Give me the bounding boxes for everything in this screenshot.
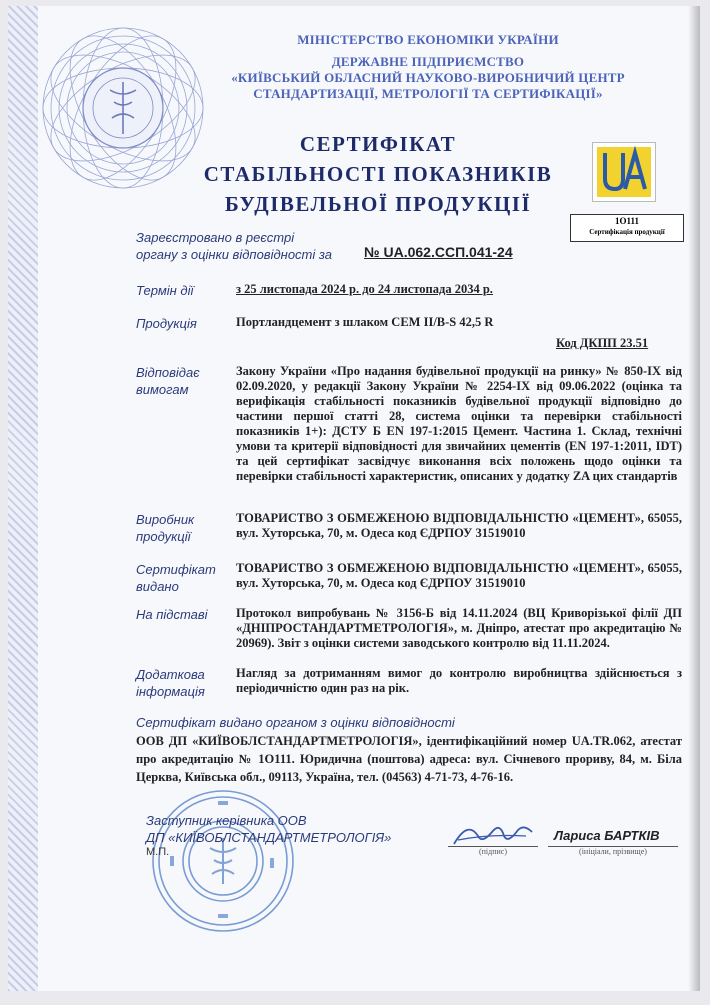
name-caption: (ініціали, прізвище) xyxy=(579,847,647,856)
issuer-value: ООВ ДП «КИЇВОБЛСТАНДАРТМЕТРОЛОГІЯ», ідентифікаційний номер UA.TR.062, атестат про акредитацію № 1О111. Юридична (поштова) адреса: вул. Січневого прориву, 84, м. Біла Церква, Київська обл., 09113, Україна, тел. (04563) 4-71-73, 4-76-16. xyxy=(136,734,682,784)
signatory-name: Лариса БАРТКІВ xyxy=(554,828,660,843)
complies-label-line2: вимогам xyxy=(136,382,189,397)
manufacturer-label-line2: продукції xyxy=(136,529,191,544)
product-value: Портландцемент з шлаком CEM II/В-S 42,5 R xyxy=(236,315,494,329)
basis-value: Протокол випробувань № 3156-Б від 14.11.2024 (ВЦ Криворізької філії ДП «ДНІПРОСТАНДАРТМЕТРОЛОГІЯ», м. Дніпро, атестат про акредитацію № 20969). Звіт з оцінки системи заводського контролю від 11.11.2024. xyxy=(236,606,682,650)
registry-label-line1: Зареєстровано в реєстрі xyxy=(136,230,295,245)
product-label: Продукція xyxy=(136,316,197,331)
mp-mark: М.П. xyxy=(146,846,170,858)
basis-label: На підставі xyxy=(136,607,208,622)
ua-logo-icon xyxy=(593,143,655,201)
certificate-title-line3: БУДІВЕЛЬНОЇ ПРОДУКЦІЇ xyxy=(224,192,532,216)
accreditation-code: 1О111 xyxy=(614,216,639,226)
accreditation-code-box xyxy=(570,214,684,242)
guilloche-emblem-icon xyxy=(28,18,218,198)
complies-label-line1: Відповідає xyxy=(136,365,200,380)
center-heading-line2: СТАНДАРТИЗАЦІЇ, МЕТРОЛОГІЇ ТА СЕРТИФІКАЦІЇ» xyxy=(253,86,603,101)
manufacturer-label-line1: Виробник xyxy=(136,512,195,527)
issued-to-label-line1: Сертифікат xyxy=(136,562,216,577)
manufacturer-value: ТОВАРИСТВО З ОБМЕЖЕНОЮ ВІДПОВІДАЛЬНІСТЮ «ЦЕМЕНТ», 65055, вул. Хуторська, 70, м. Одеса код ЄДРПОУ 31519010 xyxy=(236,511,682,540)
page-edge-shadow xyxy=(688,6,700,991)
additional-label-line1: Додаткова xyxy=(136,667,205,682)
ua-certification-logo xyxy=(592,142,656,202)
signature-caption: (підпис) xyxy=(478,847,507,856)
registry-number: № UA.062.ССП.041-24 xyxy=(364,244,513,260)
signatory-role-line1: Заступник керівника ООВ xyxy=(146,813,307,828)
dkpp-code: Код ДКПП 23.51 xyxy=(556,336,649,350)
enterprise-heading: ДЕРЖАВНЕ ПІДПРИЄМСТВО xyxy=(331,54,525,69)
additional-value: Нагляд за дотриманням вимог до контролю виробництва здійснюється з періодичністю один раз на рік. xyxy=(236,666,682,695)
issued-to-value: ТОВАРИСТВО З ОБМЕЖЕНОЮ ВІДПОВІДАЛЬНІСТЮ «ЦЕМЕНТ», 65055, вул. Хуторська, 70, м. Одеса код ЄДРПОУ 31519010 xyxy=(236,561,682,590)
accreditation-caption: Сертифікація продукції xyxy=(589,228,665,236)
term-value: з 25 листопада 2024 р. до 24 листопада 2034 р. xyxy=(236,282,493,296)
term-label: Термін дії xyxy=(136,283,194,298)
issued-to-label-line2: видано xyxy=(136,579,179,594)
signatory-role-line2: ДП «КИЇВОБЛСТАНДАРТМЕТРОЛОГІЯ» xyxy=(146,830,392,845)
certificate-title-line1: СЕРТИФІКАТ xyxy=(299,132,457,156)
ministry-heading: МІНІСТЕРСТВО ЕКОНОМІКИ УКРАЇНИ xyxy=(297,32,559,47)
certificate-page xyxy=(8,6,700,991)
round-seal-icon xyxy=(148,786,298,936)
registry-label-line2: органу з оцінки відповідності за xyxy=(136,247,333,262)
additional-label-line2: інформація xyxy=(136,684,205,699)
certificate-title-line2: СТАБІЛЬНОСТІ ПОКАЗНИКІВ xyxy=(203,162,553,186)
center-heading-line1: «КИЇВСЬКИЙ ОБЛАСНИЙ НАУКОВО-ВИРОБНИЧИЙ ЦЕНТР xyxy=(231,70,625,85)
issuer-heading: Сертифікат видано органом з оцінки відповідності xyxy=(136,715,455,730)
complies-value: Закону України «Про надання будівельної продукції на ринку» № 850-IX від 02.09.2020, у редакції Закону України № 2254-IX від 09.06.2022 (оцінка та верифікація стабільності показників будівельної продукції відповідно до частини першої статті 28, система оцінки та перевірки стабільності показників 1+): ДСТУ Б EN 197-1:2015 Цемент. Частина 1. Склад, технічні умови та критерії відповідності для звичайних цементів (EN 197-1:2011, IDT) та цей сертифікат засвідчує виконання всіх положень щодо оцінки та перевірки стабільності характеристик, описаних у додатку ZA цих стандартів xyxy=(236,364,682,483)
